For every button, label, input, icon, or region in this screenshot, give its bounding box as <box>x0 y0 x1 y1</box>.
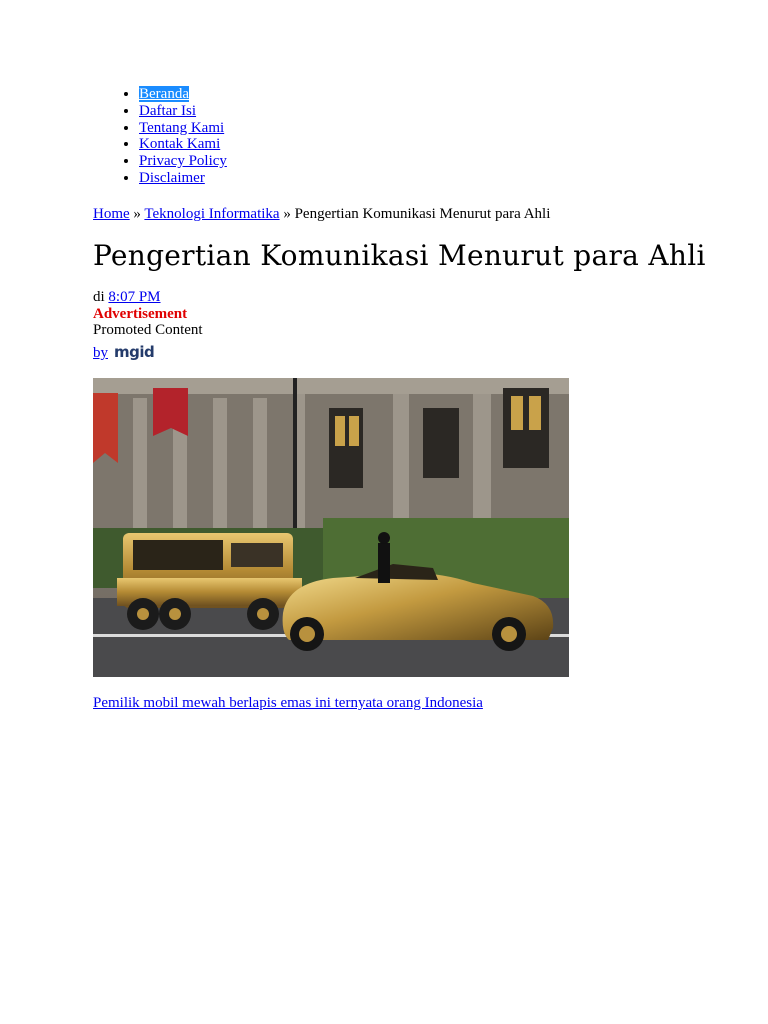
nav-item-daftar-isi <box>139 103 227 120</box>
post-meta <box>93 289 161 306</box>
nav-link-kontak-kami[interactable]: Kontak Kami <box>139 136 221 153</box>
breadcrumb-category-link[interactable]: Teknologi Informatika <box>144 206 280 222</box>
nav-item-disclaimer <box>139 170 227 187</box>
post-meta-prefix: di <box>93 289 109 305</box>
svg-text:mgid: mgid <box>114 343 154 361</box>
breadcrumb-separator: » <box>129 206 145 222</box>
mgid-logo[interactable] <box>114 342 154 362</box>
nav-link-beranda[interactable]: Beranda <box>139 86 189 102</box>
breadcrumb-home-link[interactable]: Home <box>93 206 130 222</box>
promoted-content-label: Promoted Content <box>93 322 203 338</box>
post-time-link[interactable]: 8:07 PM <box>108 289 161 305</box>
ad-image-illustration <box>93 378 569 677</box>
advertisement-label: Advertisement <box>93 306 188 322</box>
nav-link-daftar-isi[interactable]: Daftar Isi <box>139 102 197 119</box>
nav-link-tentang-kami[interactable]: Tentang Kami <box>139 119 225 136</box>
breadcrumb <box>93 205 550 223</box>
breadcrumb-current: Pengertian Komunikasi Menurut para Ahli <box>294 206 551 222</box>
ad-provider-by-link[interactable]: by <box>93 345 108 361</box>
nav-item-privacy-policy <box>139 153 227 170</box>
nav-link-disclaimer[interactable]: Disclaimer <box>139 169 205 186</box>
ad-provider-row <box>93 340 154 362</box>
nav-item-tentang-kami <box>139 120 227 137</box>
ad-image-gold-cars[interactable] <box>93 378 569 677</box>
page-title: Pengertian Komunikasi Menurut para Ahli <box>93 239 706 272</box>
ad-headline-link[interactable]: Pemilik mobil mewah berlapis emas ini ternyata orang Indonesia <box>93 695 483 711</box>
nav-item-beranda <box>139 86 227 103</box>
breadcrumb-separator: » <box>279 206 295 222</box>
nav-link-privacy-policy[interactable]: Privacy Policy <box>139 153 227 170</box>
nav-item-kontak-kami <box>139 136 227 153</box>
top-nav <box>0 86 227 187</box>
